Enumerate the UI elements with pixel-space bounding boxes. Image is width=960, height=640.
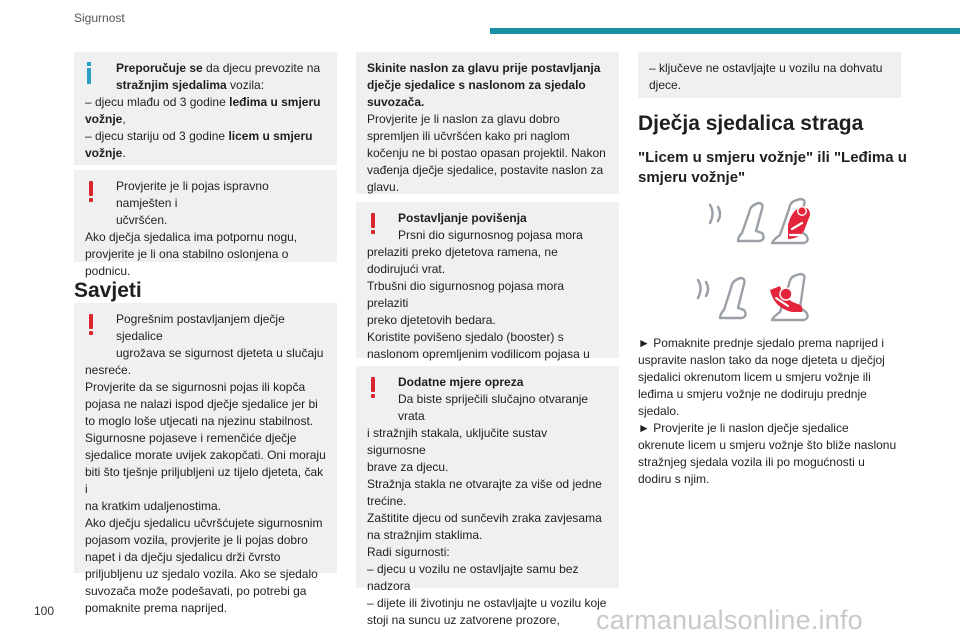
advice-line: sjedalice morate uvijek zakopčati. Oni moraju [85,448,326,462]
booster-line: preko djetetovih bedara. [367,313,496,327]
advice-line: nesreće. [85,363,132,377]
advice-line: to moglo loše utjecati na njezinu stabilnost. [85,414,314,428]
watermark: carmanualsonline.info [596,605,863,635]
warning-icon [89,314,94,335]
extra-line: – dijete ili životinju ne ostavljajte u vozilu koje [367,596,607,610]
box-keys [638,52,901,98]
keys-line: djece. [649,78,682,92]
extra-line: nadzora [367,579,411,593]
instruction-line: sjedalo. [638,404,680,418]
advice-line: biti što tješnje priljubljeni uz tijelo djeteta, čak i [85,465,324,496]
rear-seat-with-rear-facing-child-icon [770,274,808,320]
info-text-2: vozila: [226,78,265,92]
warn1-line: podnicu. [85,264,131,278]
advice-line: Pogrešnim postavljanjem dječje sjedalice [116,312,285,343]
advice-line: napet i da dječju sjedalicu drži čvrsto [85,550,281,564]
warning-box-belt [74,170,337,278]
info-bold-2: stražnjim sjedalima [116,78,227,92]
headrest-line: Provjerite je li naslon za glavu dobro [367,112,560,126]
booster-line: dodirujući vrat. [367,262,446,276]
advice-line: ugrožava se sigurnost djeteta u slučaju [116,346,324,360]
instruction-line: ► Provjerite je li naslon dječje sjedalice [638,421,849,435]
booster-line: Trbušni dio sigurnosnog pojasa mora prelaziti [367,279,564,310]
motion-lines-icon [710,205,720,223]
warning-icon [371,377,376,398]
advice-line: Sigurnosne pojaseve i remenčiće dječje [85,431,297,445]
advice-line: pojasa ne nalazi ispod dječje sjedalice jer bi [85,397,318,411]
extra-line: Da biste spriječili slučajno otvaranje vrata [398,392,589,423]
info-text-1: da djecu prevozite na [202,61,321,75]
warn1-line: učvršćen. [116,213,168,227]
instruction-line: uspravite naslon tako da noge djeteta u dječjoj [638,353,885,367]
extra-line: na stražnjim staklima. [367,528,483,542]
page-number: 100 [34,604,55,618]
extra-line: brave za djecu. [367,460,449,474]
headrest-bold-line: dječje sjedalice s naslonom za sjedalo [367,78,586,92]
instruction-line: dodiru s njim. [638,472,710,486]
header-accent-bar [490,28,960,34]
instruction-line: okrenute licem u smjeru vožnje što bliže naslonu [638,438,897,452]
keys-line: – ključeve ne ostavljajte u vozilu na dohvatu [649,61,883,75]
headrest-line: vađenja dječje sjedalice, postavite naslon za [367,163,604,177]
headrest-line: kočenju ne bi postao opasan projektil. Nakon [367,146,606,160]
info-bold-5: licem u smjeru [228,129,313,143]
warning-icon [371,213,376,234]
extra-line: trećine. [367,494,407,508]
info-text-6: . [122,146,126,160]
extra-line: Zaštitite djecu od sunčevih zraka zavjesama [367,511,602,525]
rear-facing-seat-illustration [676,268,838,330]
warn1-line: Provjerite je li pojas ispravno namješten i [116,179,269,210]
booster-line: prelaziti preko djetetova ramena, ne [367,245,558,259]
extra-line: Radi sigurnosti: [367,545,450,559]
rear-seat-with-child-icon [772,199,810,243]
warning-box-booster [356,202,619,361]
extra-line: – djecu u vozilu ne ostavljajte samu bez [367,562,579,576]
extra-line: Stražnja stakla ne otvarajte za više od jedne [367,477,602,491]
front-seat-icon [720,278,746,318]
instruction-line: leđima u smjeru vožnje ne dodiruju prednje [638,387,867,401]
rear-child-seat-heading: Dječja sjedalica straga [638,112,864,135]
advice-heading: Savjeti [74,279,142,302]
info-text-3: – djecu mlađu od 3 godine [85,95,230,109]
warning-box-advice [74,303,337,615]
box-headrest [356,52,619,194]
warning-box-extra-precautions [356,366,619,627]
info-text-4: , [122,112,126,126]
orientation-subheading-1: "Licem u smjeru vožnje" ili "Leđima u [638,149,907,166]
booster-line: naslonom opremljenim vodilicom pojasa u [367,347,590,361]
advice-line: priljubljenu uz sjedalo vozila. Ako se sjedalo [85,567,318,581]
info-icon [87,62,91,84]
booster-title: Postavljanje povišenja [398,211,527,225]
orientation-subheading-2: smjeru vožnje" [638,169,746,186]
info-box-rear-seats [74,52,337,165]
advice-line: suvozača može podešavati, po potrebi ga [85,584,307,598]
rear-seat-instructions [638,335,908,488]
info-bold-4: vožnje [85,112,123,126]
front-seat-icon [738,203,764,241]
booster-line: Koristite povišeno sjedalo (booster) s [367,330,564,344]
info-bold-3: leđima u smjeru [229,95,321,109]
advice-line: pomaknite prema naprijed. [85,601,228,615]
section-title: Sigurnost [74,11,125,25]
advice-line: pojasom vozila, provjerite je li pojas dobro [85,533,308,547]
advice-line: Ako dječju sjedalicu učvršćujete sigurnosnim [85,516,323,530]
headrest-bold-line: Skinite naslon za glavu prije postavljanja [367,61,601,75]
info-bold-6: vožnje [85,146,123,160]
extra-line: stoji na suncu uz zatvorene prozore, [367,613,560,627]
warning-icon [89,181,94,202]
headrest-line: spremljen ili učvršćen kako pri naglom [367,129,570,143]
instruction-line: stražnjeg sjedala vozila ili po mogućnosti u [638,455,865,469]
headrest-line: glavu. [367,180,400,194]
headrest-bold-line: suvozača. [367,95,425,109]
advice-line: na kratkim udaljenostima. [85,499,222,513]
info-text-5: – djecu stariju od 3 godine [85,129,229,143]
instruction-line: ► Pomaknite prednje sjedalo prema naprijed i [638,336,885,350]
booster-line: Prsni dio sigurnosnog pojasa mora [398,228,583,242]
warn1-line: provjerite je li ona stabilno oslonjena o [85,247,289,261]
extra-title: Dodatne mjere opreza [398,375,524,389]
warn1-line: Ako dječja sjedalica ima potpornu nogu, [85,230,298,244]
motion-lines-icon [698,280,708,298]
extra-line: i stražnjih stakala, uključite sustav sigurnosne [367,426,548,457]
instruction-line: sjedalici okrenutom licem u smjeru vožnje ili [638,370,871,384]
advice-line: Provjerite da se sigurnosni pojas ili kopča [85,380,306,394]
info-bold-1: Preporučuje se [116,61,203,75]
forward-facing-seat-illustration [676,195,838,255]
